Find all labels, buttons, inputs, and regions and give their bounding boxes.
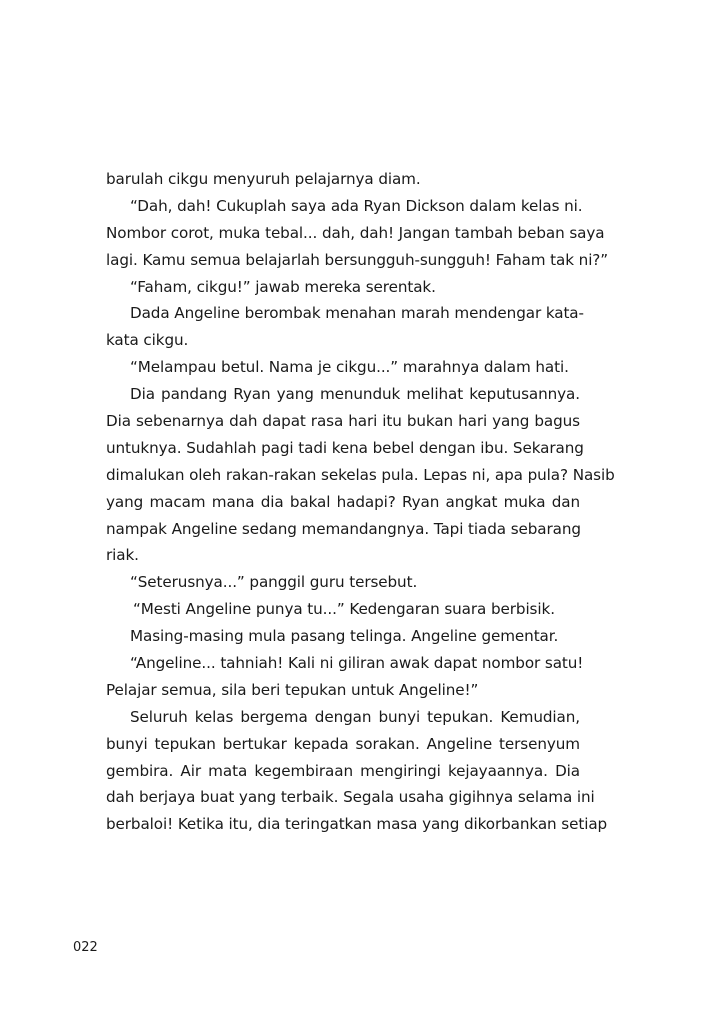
text-line: “Melampau betul. Nama je cikgu...” marahnya dalam hati.: [130, 358, 569, 377]
text-line: yang macam mana dia bakal hadapi? Ryan angkat muka dan: [106, 492, 580, 511]
text-line: Masing-masing mula pasang telinga. Angeline gementar.: [130, 627, 559, 646]
text-line: bunyi tepukan bertukar kepada sorakan. Angeline tersenyum: [106, 734, 580, 753]
text-line: “Dah, dah! Cukuplah saya ada Ryan Dickson dalam kelas ni.: [130, 196, 583, 215]
text-line: “Faham, cikgu!” jawab mereka serentak.: [130, 277, 436, 296]
text-line: Seluruh kelas bergema dengan bunyi tepukan. Kemudian,: [130, 707, 580, 726]
text-line: “Seterusnya...” panggil guru tersebut.: [130, 573, 418, 592]
text-line: untuknya. Sudahlah pagi tadi kena bebel dengan ibu. Sekarang: [106, 438, 584, 457]
text-line: nampak Angeline sedang memandangnya. Tapi tiada sebarang: [106, 519, 581, 538]
text-line: dah berjaya buat yang terbaik. Segala usaha gigihnya selama ini: [106, 788, 595, 807]
text-line: Dada Angeline berombak menahan marah mendengar kata-: [130, 304, 584, 323]
text-line: “Angeline... tahniah! Kali ni giliran awak dapat nombor satu!: [130, 654, 584, 673]
text-line: Dia pandang Ryan yang menunduk melihat keputusannya.: [130, 385, 580, 404]
text-line: Nombor corot, muka tebal... dah, dah! Jangan tambah beban saya: [106, 223, 605, 242]
text-line: barulah cikgu menyuruh pelajarnya diam.: [106, 170, 421, 188]
body-text: [106, 166, 615, 838]
text-line: riak.: [106, 546, 139, 565]
text-line: lagi. Kamu semua belajarlah bersungguh-sungguh! Faham tak ni?”: [106, 250, 609, 269]
text-line: gembira. Air mata kegembiraan mengiringi kejayaannya. Dia: [106, 761, 580, 780]
text-line: “Mesti Angeline punya tu...” Kedengaran suara berbisik.: [133, 600, 555, 619]
text-line: berbaloi! Ketika itu, dia teringatkan masa yang dikorbankan setiap: [106, 815, 608, 834]
text-line: kata cikgu.: [106, 331, 189, 350]
page-number: 022: [73, 940, 98, 955]
text-line: Pelajar semua, sila beri tepukan untuk Angeline!”: [106, 680, 479, 699]
text-line: dimalukan oleh rakan-rakan sekelas pula. Lepas ni, apa pula? Nasib: [106, 465, 615, 484]
text-line: Dia sebenarnya dah dapat rasa hari itu bukan hari yang bagus: [106, 412, 580, 431]
